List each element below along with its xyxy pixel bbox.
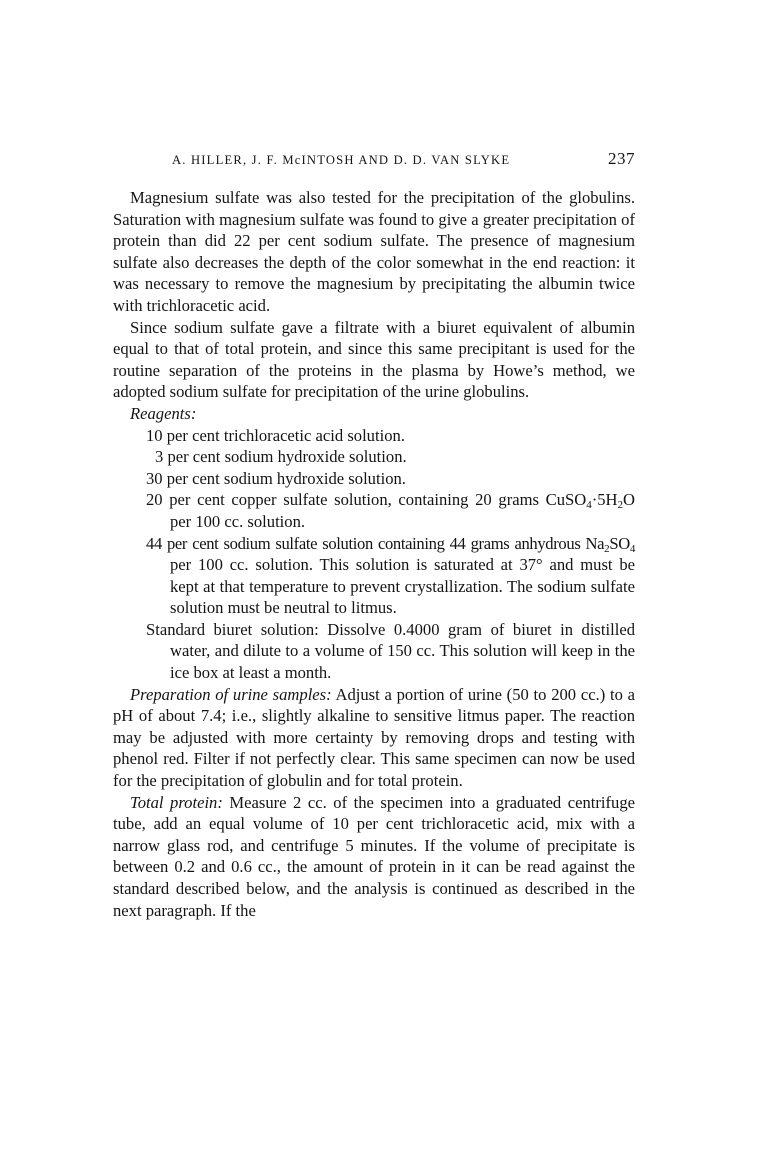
subscript-4b: 4	[629, 542, 635, 555]
reagent-sodium-hydroxide-3-text: 3 per cent sodium hydroxide solution.	[155, 447, 407, 467]
reagent-sodium-sulfate-text-c: per 100 cc. solution. This solution is saturated at 37° and must be kept at that temperature to prevent crystallization. The sodium sulfate solution must be neutral to litmus.	[170, 555, 635, 618]
reagent-copper-sulfate	[113, 489, 635, 532]
subscript-2b: 2	[604, 542, 610, 555]
paragraph-sodium-sulfate: Since sodium sulfate gave a filtrate with a biuret equivalent of albumin equal to that of total protein, and since this same precipitant is used for the routine separation of the proteins in the plasma by Howe’s method, we adopted sodium sulfate for precipitation of the urine globulins.	[113, 317, 635, 402]
reagent-standard-biuret	[113, 619, 635, 684]
reagents-list	[113, 425, 635, 684]
paragraph-preparation	[113, 684, 635, 792]
running-header	[113, 150, 635, 172]
body-text	[113, 187, 635, 921]
reagents-heading: Reagents:	[130, 403, 197, 423]
paragraph-magnesium-sulfate: Magnesium sulfate was also tested for the precipitation of the globulins. Saturation with magnesium sulfate was found to give a greater precipitation of protein than did 22 per cent sodium sulfate. The presence of magnesium sulfate also decreases the depth of the color somewhat in the end reaction: it was necessary to remove the magnesium by precipitating the albumin twice with trichloracetic acid.	[113, 188, 635, 315]
reagent-copper-sulfate-text-a: 20 per cent copper sulfate solution, containing 20 grams CuSO	[146, 490, 587, 510]
reagent-sodium-hydroxide-3	[113, 446, 635, 468]
reagent-copper-sulfate-text-c: O per 100 cc. solution.	[170, 490, 635, 531]
reagent-sodium-sulfate	[113, 533, 635, 619]
page-number: 237	[608, 149, 635, 168]
total-protein-heading: Total protein:	[130, 792, 223, 812]
preparation-heading: Preparation of urine samples:	[130, 684, 332, 704]
subscript-4: 4	[586, 499, 592, 512]
header-authors: A. HILLER, J. F. McINTOSH AND D. D. VAN SLYKE	[172, 153, 511, 167]
subscript-2: 2	[617, 499, 624, 512]
reagent-sodium-sulfate-text-a: 44 per cent sodium sulfate solution containing 44 grams anhydrous Na	[146, 533, 605, 553]
reagent-copper-sulfate-text-b: ·5H	[591, 490, 618, 510]
reagent-sodium-sulfate-text-b: SO	[609, 533, 630, 553]
total-protein-text: Measure 2 cc. of the specimen into a graduated centrifuge tube, add an equal volume of 10 per cent trichloracetic acid, mix with a narrow glass rod, and centrifuge 5 minutes. If the volume of precipitate is between 0.2 and 0.6 cc., the amount of protein in it can be read against the standard described below, and the analysis is continued as described in the next paragraph. If the	[113, 792, 636, 920]
reagent-sodium-hydroxide-30: 30 per cent sodium hydroxide solution.	[146, 468, 406, 488]
reagent-trichloracetic-acid: 10 per cent trichloracetic acid solution.	[146, 425, 405, 445]
preparation-text: Adjust a portion of urine (50 to 200 cc.) to a pH of about 7.4; i.e., slightly alkaline to sensitive litmus paper. The reaction may be adjusted with more certainty by removing drops and testing with phenol red. Filter if not perfectly clear. This same specimen can now be used for the precipitation of globulin and for total protein.	[113, 684, 635, 791]
reagent-standard-biuret-text: Standard biuret solution: Dissolve 0.4000 gram of biuret in distilled water, and dilute to a volume of 150 cc. This solution will keep in the ice box at least a month.	[146, 619, 635, 683]
paragraph-total-protein	[113, 792, 635, 922]
